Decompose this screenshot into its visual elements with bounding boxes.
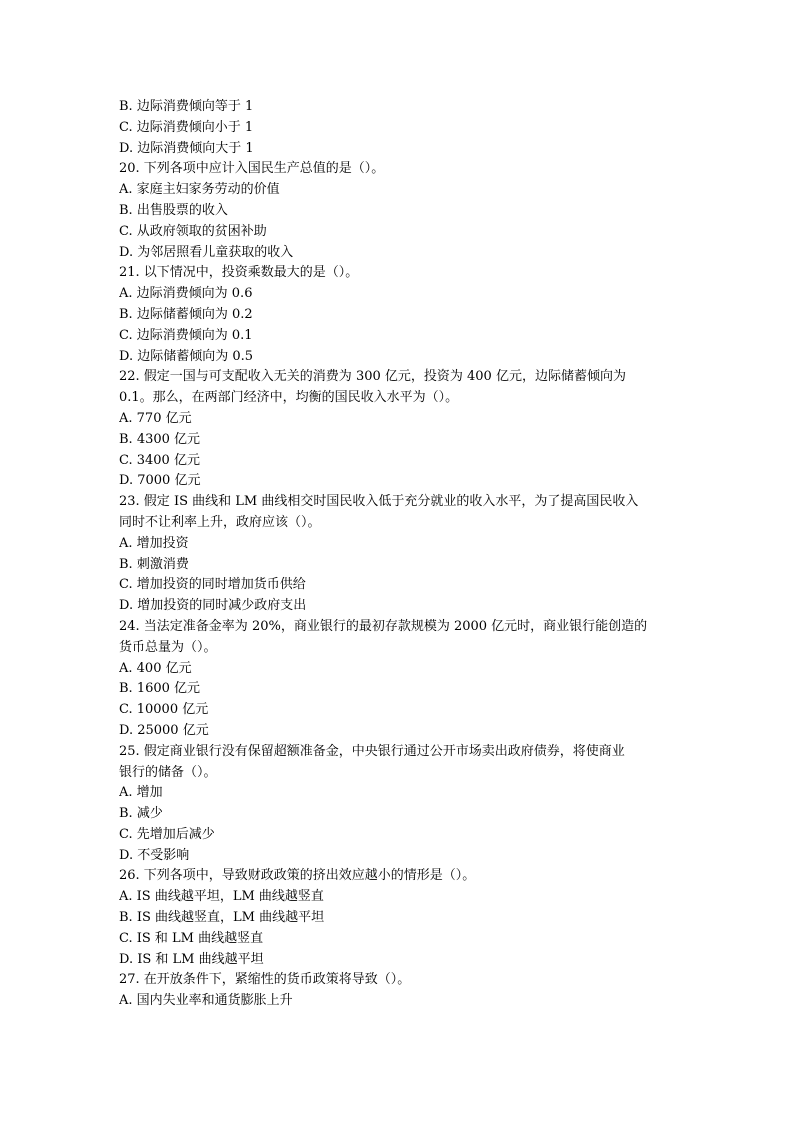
- question-line: 23. 假定 IS 曲线和 LM 曲线相交时国民收入低于充分就业的收入水平，为了提高国民收入: [119, 494, 639, 510]
- option-line: C. 3400 亿元: [119, 452, 200, 468]
- option-line: A. 增加: [119, 785, 163, 801]
- option-line: D. 7000 亿元: [119, 473, 201, 489]
- option-line: A. IS 曲线越平坦，LM 曲线越竖直: [119, 889, 324, 905]
- option-line: A. 400 亿元: [119, 660, 192, 676]
- question-line: 银行的储备（）。: [119, 764, 217, 780]
- option-line: B. 边际储蓄倾向为 0.2: [119, 306, 253, 322]
- option-line: B. 1600 亿元: [119, 681, 201, 697]
- option-line: C. 10000 亿元: [119, 702, 209, 718]
- option-line: D. IS 和 LM 曲线越平坦: [119, 951, 264, 967]
- option-line: D. 25000 亿元: [119, 722, 209, 738]
- option-line: D. 为邻居照看儿童获取的收入: [119, 244, 294, 260]
- option-line: B. 减少: [119, 806, 163, 822]
- option-line: D. 边际储蓄倾向为 0.5: [119, 348, 254, 364]
- option-line: C. 边际消费倾向为 0.1: [119, 327, 253, 343]
- question-line: 22. 假定一国与可支配收入无关的消费为 300 亿元，投资为 400 亿元，边际储蓄倾向为: [119, 369, 626, 385]
- question-line: 27. 在开放条件下，紧缩性的货币政策将导致（）。: [119, 972, 411, 988]
- option-line: B. 边际消费倾向等于 1: [119, 99, 254, 114]
- option-line: A. 增加投资: [119, 535, 189, 551]
- option-line: C. 从政府领取的贫困补助: [119, 223, 267, 239]
- question-line: 24. 当法定准备金率为 20%，商业银行的最初存款规模为 2000 亿元时，商业银行能创造的: [119, 618, 648, 634]
- option-line: B. 刺激消费: [119, 556, 189, 572]
- question-line: 25. 假定商业银行没有保留超额准备金，中央银行通过公开市场卖出政府债券，将使商业: [119, 743, 625, 759]
- option-line: C. 先增加后减少: [119, 826, 215, 842]
- option-line: D. 增加投资的同时减少政府支出: [119, 598, 307, 614]
- option-line: D. 边际消费倾向大于 1: [119, 140, 254, 156]
- question-text-block: [119, 97, 679, 1012]
- option-line: B. 4300 亿元: [119, 431, 201, 447]
- question-line: 0.1。那么，在两部门经济中，均衡的国民收入水平为（）。: [119, 390, 459, 406]
- question-line: 21. 以下情况中，投资乘数最大的是（）。: [119, 265, 359, 281]
- option-line: A. 国内失业率和通货膨胀上升: [119, 993, 293, 1009]
- option-line: D. 不受影响: [119, 847, 190, 863]
- option-line: A. 边际消费倾向为 0.6: [119, 286, 253, 302]
- option-line: A. 770 亿元: [119, 410, 192, 426]
- question-line: 同时不让利率上升，政府应该（）。: [119, 514, 321, 530]
- option-line: C. 增加投资的同时增加货币供给: [119, 577, 306, 593]
- question-line: 货币总量为（）。: [119, 639, 217, 655]
- option-line: C. IS 和 LM 曲线越竖直: [119, 930, 264, 946]
- question-line: 26. 下列各项中，导致财政政策的挤出效应越小的情形是（）。: [119, 868, 476, 884]
- question-line: 20. 下列各项中应计入国民生产总值的是（）。: [119, 161, 385, 177]
- option-line: B. IS 曲线越竖直，LM 曲线越平坦: [119, 910, 325, 926]
- option-line: A. 家庭主妇家务劳动的价值: [119, 182, 280, 198]
- option-line: C. 边际消费倾向小于 1: [119, 119, 254, 135]
- option-line: B. 出售股票的收入: [119, 202, 228, 218]
